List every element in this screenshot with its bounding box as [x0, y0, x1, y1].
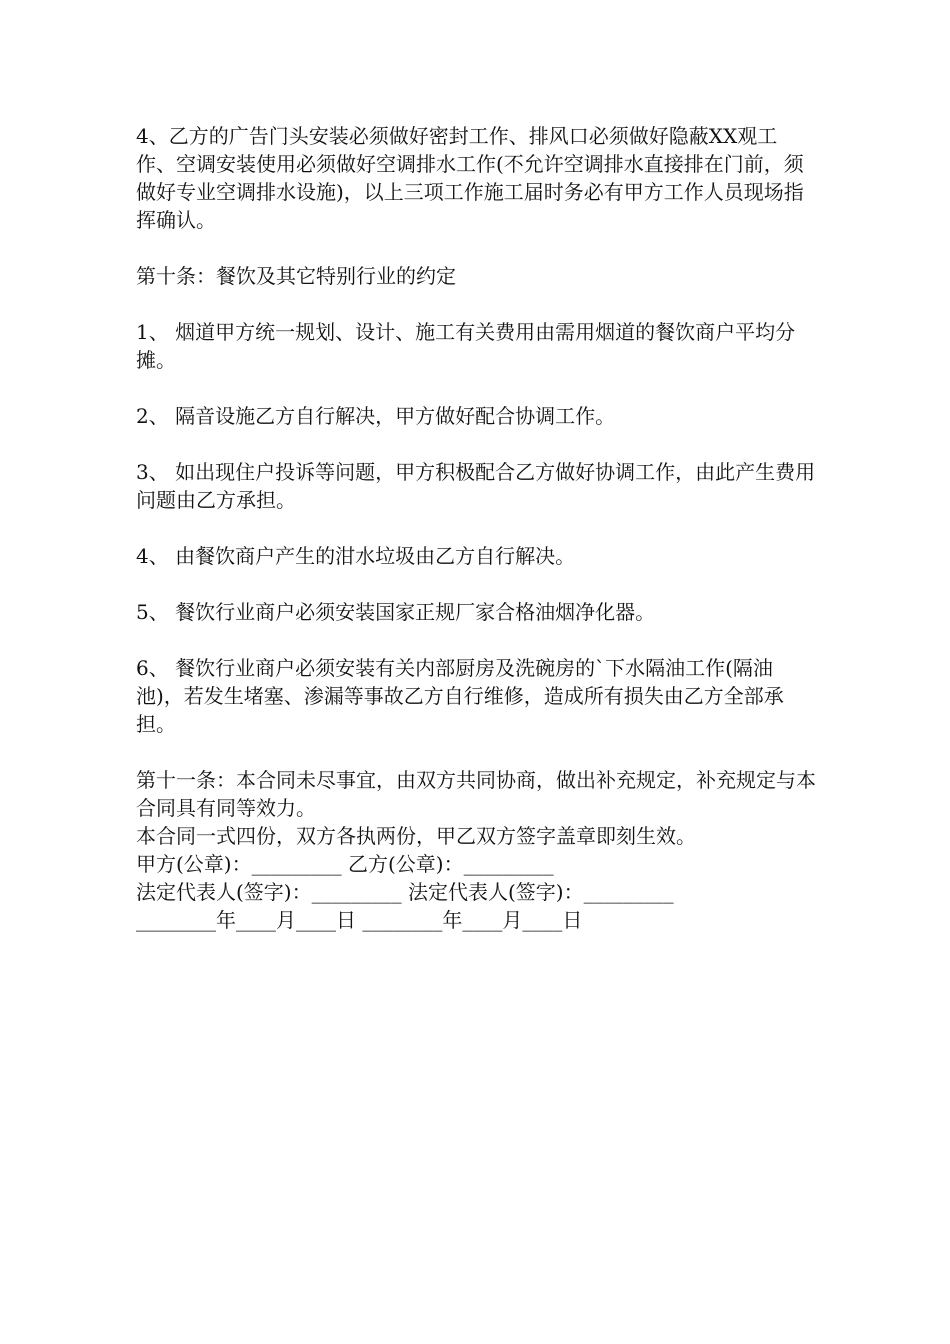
closing-clause: 第十一条：本合同未尽事宜，由双方共同协商，做出补充规定，补充规定与本合同具有同等效力。 — [136, 768, 816, 820]
clause-paragraph: 4、乙方的广告门头安装必须做好密封工作、排风口必须做好隐蔽XX观工作、空调安装使用必须做好空调排水工作(不允许空调排水直接排在门前，须做好专业空调排水设施)，以上三项工作施工届时务必有甲方工作人员现场指挥确认。 — [136, 124, 804, 232]
clause-paragraph: 3、 如出现住户投诉等问题，甲方积极配合乙方做好协调工作，由此产生费用问题由乙方承担。 — [136, 460, 816, 512]
clause-paragraph: 1、 烟道甲方统一规划、设计、施工有关费用由需用烟道的餐饮商户平均分摊。 — [136, 320, 796, 372]
signature-line: 法定代表人(签字)：_________ 法定代表人(签字)：_________ — [136, 880, 674, 904]
clause-paragraph: 5、 餐饮行业商户必须安装国家正规厂家合格油烟净化器。 — [136, 600, 656, 624]
clause-paragraph: 6、 餐饮行业商户必须安装有关内部厨房及洗碗房的`下水隔油工作(隔油池)，若发生堵塞、渗漏等事故乙方自行维修，造成所有损失由乙方全部承担。 — [136, 656, 784, 736]
clause-paragraph: 4、 由餐饮商户产生的泔水垃圾由乙方自行解决。 — [136, 544, 576, 568]
clause-paragraph: 2、 隔音设施乙方自行解决，甲方做好配合协调工作。 — [136, 404, 616, 428]
copies-statement: 本合同一式四份，双方各执两份，甲乙双方签字盖章即刻生效。 — [136, 824, 696, 848]
section-heading: 第十条：餐饮及其它特别行业的约定 — [136, 264, 456, 288]
date-line: ________年____月____日 ________年____月____日 — [136, 908, 583, 932]
seal-line: 甲方(公章)：_________ 乙方(公章)：_________ — [136, 852, 554, 876]
document-body — [136, 122, 816, 934]
